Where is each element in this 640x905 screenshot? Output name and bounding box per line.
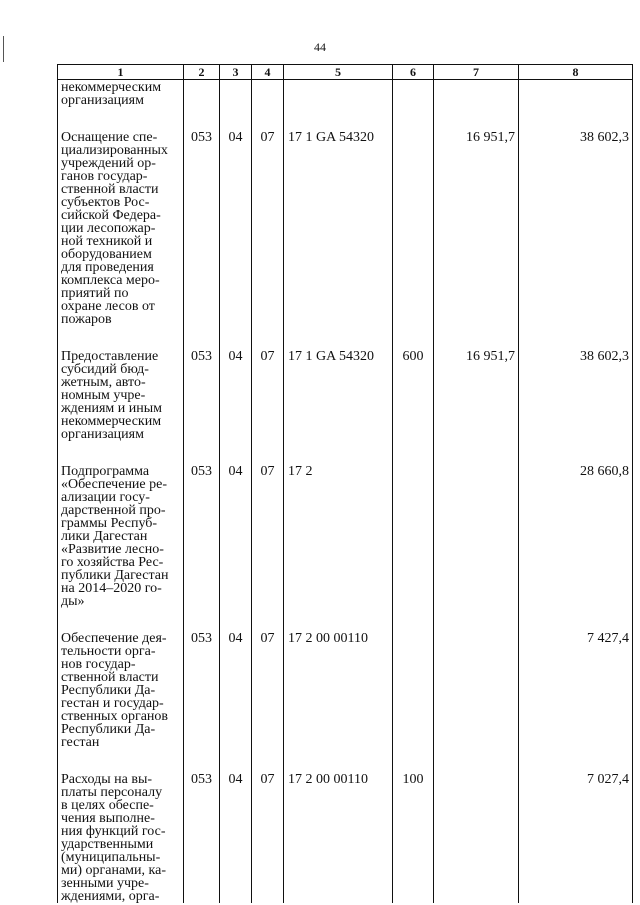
item-name-line: Республики Да- bbox=[61, 683, 156, 698]
section-code-cell: 04 bbox=[220, 773, 252, 903]
item-name-line: Предоставление bbox=[61, 349, 159, 364]
spacer-cell bbox=[184, 608, 220, 632]
spacer-cell bbox=[284, 326, 393, 350]
item-name-line: Обеспечение дея- bbox=[61, 631, 167, 646]
item-name-line: некоммерческим bbox=[61, 80, 162, 95]
spacer-cell bbox=[519, 441, 633, 465]
spacer-cell bbox=[184, 441, 220, 465]
spacer-cell bbox=[58, 608, 184, 632]
spacer-cell bbox=[252, 608, 284, 632]
amount-col8-cell bbox=[519, 80, 633, 108]
item-name-line: номным учре- bbox=[61, 388, 146, 403]
spacer-cell bbox=[519, 608, 633, 632]
spacer-cell bbox=[519, 326, 633, 350]
item-name-line: организациям bbox=[61, 427, 144, 442]
item-name-line: ми) органами, ка- bbox=[61, 863, 166, 878]
column-header-3: 3 bbox=[220, 65, 252, 80]
spacer-cell bbox=[434, 107, 519, 131]
table-body bbox=[58, 80, 633, 904]
spacer-cell bbox=[220, 749, 252, 773]
spacer-cell bbox=[434, 441, 519, 465]
spacer-cell bbox=[393, 749, 434, 773]
target-article-cell: 17 2 bbox=[284, 465, 393, 608]
spacer-cell bbox=[220, 441, 252, 465]
item-name-line: на 2014–2020 го- bbox=[61, 581, 162, 596]
subsection-code-cell: 07 bbox=[252, 632, 284, 749]
item-name-cell bbox=[58, 350, 184, 441]
target-article-cell: 17 1 GA 54320 bbox=[284, 131, 393, 326]
amount-col8-cell: 7 027,4 bbox=[519, 773, 633, 903]
item-name-line: зенными учре- bbox=[61, 876, 149, 891]
item-name-line: ганов государ- bbox=[61, 169, 148, 184]
target-article-cell: 17 1 GA 54320 bbox=[284, 350, 393, 441]
item-name-line: пожаров bbox=[61, 312, 112, 327]
subsection-code-cell: 07 bbox=[252, 131, 284, 326]
item-name-line: публики Дагестан bbox=[61, 568, 169, 583]
spacer-cell bbox=[58, 749, 184, 773]
row-spacer bbox=[58, 608, 633, 632]
item-name-line: нов государ- bbox=[61, 657, 136, 672]
amount-col8-cell: 28 660,8 bbox=[519, 465, 633, 608]
spacer-cell bbox=[184, 107, 220, 131]
subsection-code-cell bbox=[252, 80, 284, 108]
item-name-line: для проведения bbox=[61, 260, 154, 275]
spacer-cell bbox=[284, 749, 393, 773]
ministry-code-cell: 053 bbox=[184, 350, 220, 441]
item-name-line: ственной власти bbox=[61, 182, 159, 197]
item-name-line: ственных органов bbox=[61, 709, 169, 724]
item-name-cell bbox=[58, 131, 184, 326]
spacer-cell bbox=[252, 749, 284, 773]
table-row bbox=[58, 350, 633, 441]
spacer-cell bbox=[393, 608, 434, 632]
item-name-line: жетным, авто- bbox=[61, 375, 146, 390]
item-name-cell bbox=[58, 632, 184, 749]
amount-col7-cell bbox=[434, 80, 519, 108]
section-code-cell bbox=[220, 80, 252, 108]
spacer-cell bbox=[252, 107, 284, 131]
item-name-line: Оснащение спе- bbox=[61, 130, 158, 145]
item-name-line: (муниципальны- bbox=[61, 850, 161, 865]
subsection-code-cell: 07 bbox=[252, 350, 284, 441]
section-code-cell: 04 bbox=[220, 465, 252, 608]
section-code-cell: 04 bbox=[220, 350, 252, 441]
column-header-2: 2 bbox=[184, 65, 220, 80]
expense-type-cell bbox=[393, 80, 434, 108]
item-name-line: Подпрограмма bbox=[61, 464, 150, 479]
item-name-cell bbox=[58, 773, 184, 903]
item-name-line: гестан bbox=[61, 735, 100, 750]
column-header-4: 4 bbox=[252, 65, 284, 80]
subsection-code-cell: 07 bbox=[252, 773, 284, 903]
ministry-code-cell: 053 bbox=[184, 465, 220, 608]
table-row bbox=[58, 131, 633, 326]
item-name-line: чения выполне- bbox=[61, 811, 155, 826]
spacer-cell bbox=[434, 326, 519, 350]
column-header-6: 6 bbox=[393, 65, 434, 80]
item-name-line: некоммерческим bbox=[61, 414, 162, 429]
subsection-code-cell: 07 bbox=[252, 465, 284, 608]
ministry-code-cell: 053 bbox=[184, 773, 220, 903]
spacer-cell bbox=[58, 326, 184, 350]
column-header-1: 1 bbox=[58, 65, 184, 80]
expense-type-cell: 100 bbox=[393, 773, 434, 903]
item-name-line: граммы Респуб- bbox=[61, 516, 158, 531]
ministry-code-cell bbox=[184, 80, 220, 108]
item-name-line: комплекса меро- bbox=[61, 273, 160, 288]
expense-type-cell bbox=[393, 632, 434, 749]
ministry-code-cell: 053 bbox=[184, 632, 220, 749]
amount-col7-cell bbox=[434, 465, 519, 608]
spacer-cell bbox=[220, 608, 252, 632]
expense-type-cell bbox=[393, 465, 434, 608]
spacer-cell bbox=[393, 107, 434, 131]
item-name-line: ния функций гос- bbox=[61, 824, 166, 839]
amount-col7-cell: 16 951,7 bbox=[434, 131, 519, 326]
spacer-cell bbox=[434, 749, 519, 773]
page-number: 44 bbox=[314, 40, 326, 54]
item-name-line: оборудованием bbox=[61, 247, 152, 262]
amount-col8-cell: 38 602,3 bbox=[519, 350, 633, 441]
amount-col8-cell: 7 427,4 bbox=[519, 632, 633, 749]
item-name-line: субсидий бюд- bbox=[61, 362, 149, 377]
item-name-line: охране лесов от bbox=[61, 299, 155, 314]
amount-col7-cell: 16 951,7 bbox=[434, 350, 519, 441]
item-name-line: лики Дагестан bbox=[61, 529, 148, 544]
row-spacer bbox=[58, 107, 633, 131]
table-row bbox=[58, 465, 633, 608]
spacer-cell bbox=[184, 749, 220, 773]
item-name-cell bbox=[58, 80, 184, 108]
spacer-cell bbox=[519, 749, 633, 773]
item-name-line: ждениями, орга- bbox=[61, 889, 160, 904]
column-header-8: 8 bbox=[519, 65, 633, 80]
item-name-line: циализированных bbox=[61, 143, 168, 158]
item-name-line: дарственной про- bbox=[61, 503, 166, 518]
table-row bbox=[58, 632, 633, 749]
ministry-code-cell: 053 bbox=[184, 131, 220, 326]
spacer-cell bbox=[519, 107, 633, 131]
item-name-line: гестан и государ- bbox=[61, 696, 164, 711]
amount-col7-cell bbox=[434, 632, 519, 749]
item-name-line: «Обеспечение ре- bbox=[61, 477, 168, 492]
target-article-cell bbox=[284, 80, 393, 108]
row-spacer bbox=[58, 749, 633, 773]
item-name-line: Республики Да- bbox=[61, 722, 156, 737]
amount-col8-cell: 38 602,3 bbox=[519, 131, 633, 326]
item-name-line: ции лесопожар- bbox=[61, 221, 156, 236]
item-name-line: «Развитие лесно- bbox=[61, 542, 164, 557]
row-spacer bbox=[58, 326, 633, 350]
item-name-line: тельности орга- bbox=[61, 644, 156, 659]
spacer-cell bbox=[393, 441, 434, 465]
item-name-line: ной техникой и bbox=[61, 234, 153, 249]
amount-col7-cell bbox=[434, 773, 519, 903]
budget-table bbox=[57, 64, 633, 903]
target-article-cell: 17 2 00 00110 bbox=[284, 632, 393, 749]
item-name-line: организациям bbox=[61, 93, 144, 108]
expense-type-cell bbox=[393, 131, 434, 326]
item-name-line: субъектов Рос- bbox=[61, 195, 150, 210]
spacer-cell bbox=[284, 441, 393, 465]
item-name-line: го хозяйства Рес- bbox=[61, 555, 164, 570]
item-name-line: ственной власти bbox=[61, 670, 159, 685]
spacer-cell bbox=[393, 326, 434, 350]
item-name-line: сийской Федера- bbox=[61, 208, 161, 223]
target-article-cell: 17 2 00 00110 bbox=[284, 773, 393, 903]
item-name-line: ды» bbox=[61, 594, 85, 609]
item-name-cell bbox=[58, 465, 184, 608]
item-name-line: Расходы на вы- bbox=[61, 772, 153, 787]
spacer-cell bbox=[284, 608, 393, 632]
spacer-cell bbox=[220, 107, 252, 131]
section-code-cell: 04 bbox=[220, 131, 252, 326]
section-code-cell: 04 bbox=[220, 632, 252, 749]
item-name-line: ализации госу- bbox=[61, 490, 150, 505]
table-row bbox=[58, 80, 633, 108]
spacer-cell bbox=[252, 441, 284, 465]
item-name-line: приятий по bbox=[61, 286, 129, 301]
spacer-cell bbox=[220, 326, 252, 350]
spacer-cell bbox=[284, 107, 393, 131]
item-name-line: в целях обеспе- bbox=[61, 798, 154, 813]
column-header-7: 7 bbox=[434, 65, 519, 80]
table-row bbox=[58, 773, 633, 903]
table-header bbox=[58, 65, 633, 80]
spacer-cell bbox=[58, 107, 184, 131]
item-name-line: ждениям и иным bbox=[61, 401, 163, 416]
expense-type-cell: 600 bbox=[393, 350, 434, 441]
column-header-5: 5 bbox=[284, 65, 393, 80]
item-name-line: ударственными bbox=[61, 837, 154, 852]
spacer-cell bbox=[184, 326, 220, 350]
item-name-line: учреждений ор- bbox=[61, 156, 156, 171]
spacer-cell bbox=[58, 441, 184, 465]
spacer-cell bbox=[252, 326, 284, 350]
row-spacer bbox=[58, 441, 633, 465]
spacer-cell bbox=[434, 608, 519, 632]
item-name-line: платы персоналу bbox=[61, 785, 163, 800]
